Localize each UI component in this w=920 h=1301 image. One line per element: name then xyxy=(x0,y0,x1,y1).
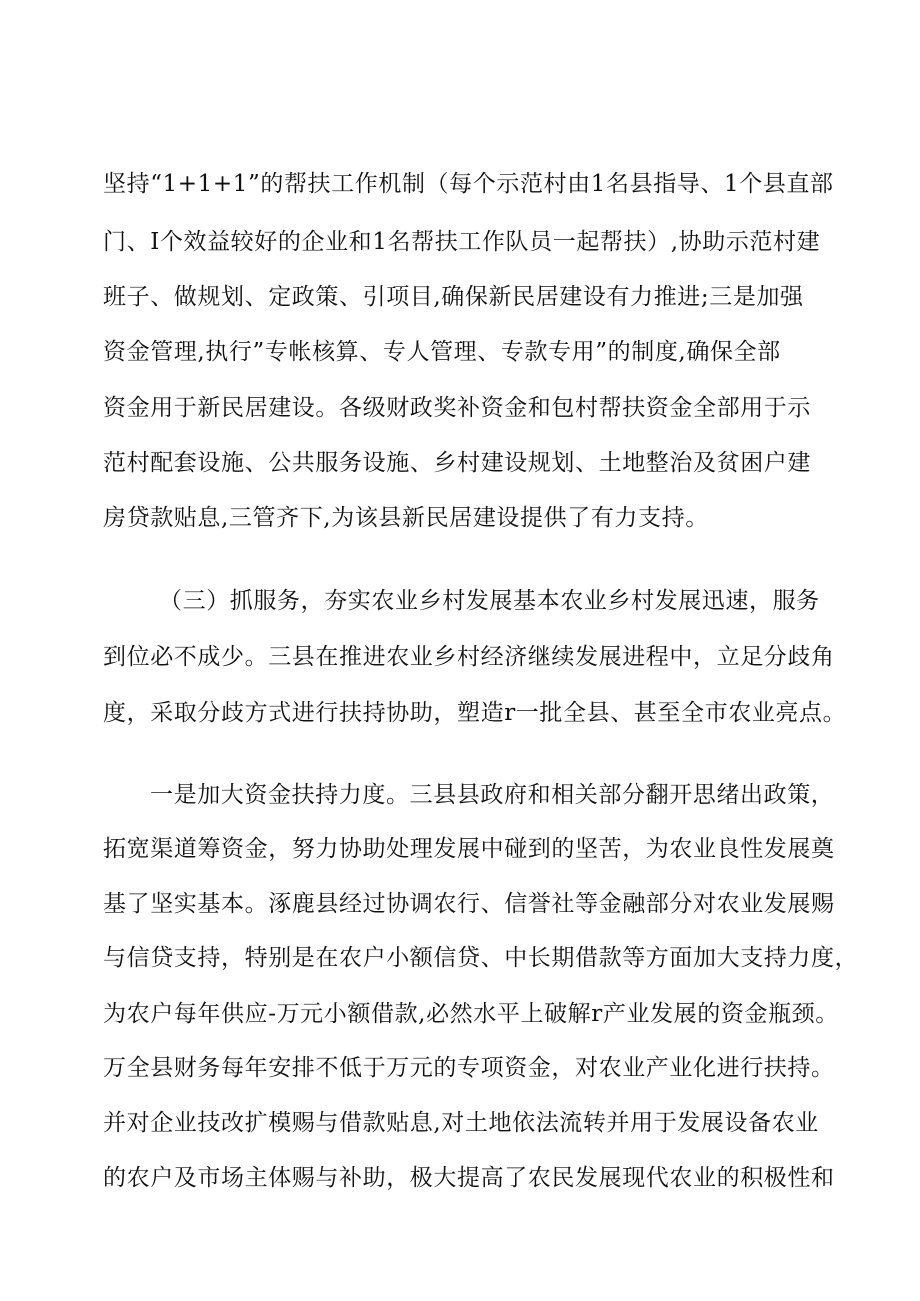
text-line: 门、I个效益较好的企业和1名帮扶工作队员一起帮扶）,协助示范村建 xyxy=(103,229,821,255)
text-line: 万全县财务每年安排不低于万元的专项资金，对农业产业化进行扶持。 xyxy=(103,1055,835,1081)
text-line: 与信贷支持，特别是在农户小额信贷、中长期借款等方面加大支持力度， xyxy=(103,945,859,971)
text-line: 坚持“1+1+1”的帮扶工作机制（每个示范村由1名县指导、1个县直部 xyxy=(103,171,834,197)
text-line: （三）抓服务，夯实农业乡村发展基本农业乡村发展迅速，服务 xyxy=(159,588,820,614)
text-line: 基了坚实基本。涿鹿县经过协调农行、信誉社等金融部分对农业发展赐 xyxy=(103,891,835,917)
text-line: 的农户及市场主体赐与补助，极大提高了农民发展现代农业的积极性和 xyxy=(103,1165,835,1191)
text-line: 到位必不成少。三县在推进农业乡村经济继续发展进程中，立足分歧角 xyxy=(103,644,835,670)
text-line: 资金管理,执行”专帐核算、专人管理、专款专用”的制度,确保全部 xyxy=(103,339,781,365)
text-line: 并对企业技改扩模赐与借款贴息,对土地依法流转并用于发展设备农业 xyxy=(103,1110,819,1136)
text-line: 资金用于新民居建设。各级财政奖补资金和包村帮扶资金全部用于示 xyxy=(103,395,811,421)
text-line: 度，采取分歧方式进行扶持协助，塑造r一批全县、甚至全市农业亮点。 xyxy=(103,700,847,726)
text-line: 一是加大资金扶持力度。三县县政府和相关部分翻开思绪出政策， xyxy=(150,782,835,808)
text-line: 房贷款贴息,三管齐下,为该县新民居建设提供了有力支持。 xyxy=(103,505,709,531)
text-line: 为农户每年供应-万元小额借款,必然水平上破解r产业发展的资金瓶颈。 xyxy=(103,1001,839,1027)
text-line: 班子、做规划、定政策、引项目,确保新民居建设有力推进;三是加强 xyxy=(103,284,804,310)
text-line: 范村配套设施、公共服务设施、乡村建设规划、土地整治及贫困户建 xyxy=(103,450,811,476)
text-line: 拓宽渠道筹资金，努力协助处理发展中碰到的坚苦，为农业良性发展奠 xyxy=(103,836,835,862)
